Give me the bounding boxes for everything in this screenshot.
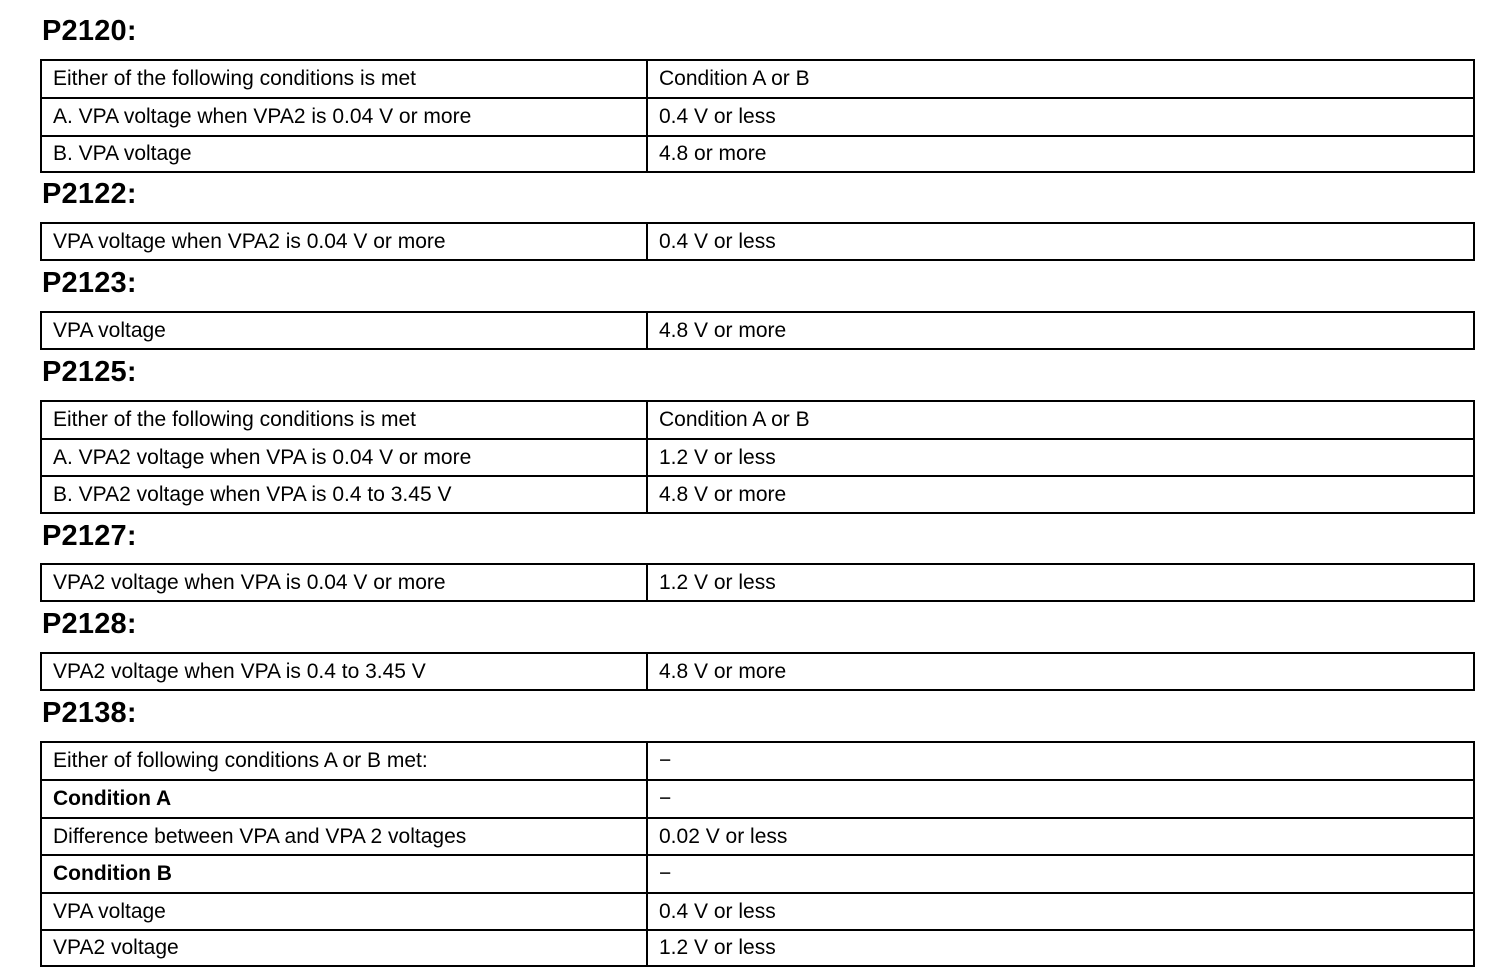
value-cell: − <box>647 855 1474 893</box>
table-row <box>41 780 1474 818</box>
value-cell: Condition A or B <box>647 60 1474 98</box>
table-row <box>41 893 1474 930</box>
condition-cell: VPA2 voltage when VPA is 0.4 to 3.45 V <box>41 653 647 690</box>
condition-cell: A. VPA2 voltage when VPA is 0.04 V or more <box>41 439 647 476</box>
value-cell: Condition A or B <box>647 401 1474 439</box>
table-row <box>41 312 1474 349</box>
value-cell: 1.2 V or less <box>647 439 1474 476</box>
value-cell: 4.8 V or more <box>647 653 1474 690</box>
condition-cell: B. VPA2 voltage when VPA is 0.4 to 3.45 V <box>41 476 647 513</box>
condition-table-p2122 <box>40 222 1475 261</box>
table-row <box>41 60 1474 98</box>
table-row <box>41 653 1474 690</box>
value-cell: − <box>647 780 1474 818</box>
section-title-p2123: P2123: <box>42 267 137 299</box>
table-row <box>41 855 1474 893</box>
value-cell: 0.02 V or less <box>647 818 1474 855</box>
condition-cell: VPA voltage <box>41 312 647 349</box>
condition-table-p2127 <box>40 563 1475 602</box>
condition-cell: Difference between VPA and VPA 2 voltages <box>41 818 647 855</box>
value-cell: 4.8 V or more <box>647 312 1474 349</box>
value-cell: 1.2 V or less <box>647 564 1474 601</box>
section-title-p2128: P2128: <box>42 608 137 640</box>
condition-heading-cell: Condition A <box>41 780 647 818</box>
condition-table-p2120 <box>40 59 1475 173</box>
condition-cell: VPA2 voltage <box>41 930 647 966</box>
value-cell: 4.8 or more <box>647 136 1474 172</box>
table-row <box>41 401 1474 439</box>
condition-cell: VPA voltage when VPA2 is 0.04 V or more <box>41 223 647 260</box>
value-cell: 4.8 V or more <box>647 476 1474 513</box>
condition-cell: Either of the following conditions is met <box>41 60 647 98</box>
value-cell: − <box>647 742 1474 780</box>
condition-heading-cell: Condition B <box>41 855 647 893</box>
section-title-p2127: P2127: <box>42 520 137 552</box>
condition-cell: VPA voltage <box>41 893 647 930</box>
value-cell: 0.4 V or less <box>647 893 1474 930</box>
condition-cell: VPA2 voltage when VPA is 0.04 V or more <box>41 564 647 601</box>
value-cell: 1.2 V or less <box>647 930 1474 966</box>
table-row <box>41 439 1474 476</box>
table-row <box>41 564 1474 601</box>
table-row <box>41 476 1474 513</box>
table-row <box>41 98 1474 136</box>
section-title-p2138: P2138: <box>42 697 137 729</box>
table-row <box>41 136 1474 172</box>
condition-cell: B. VPA voltage <box>41 136 647 172</box>
condition-table-p2138 <box>40 741 1475 967</box>
value-cell: 0.4 V or less <box>647 223 1474 260</box>
condition-cell: A. VPA voltage when VPA2 is 0.04 V or more <box>41 98 647 136</box>
condition-table-p2125 <box>40 400 1475 514</box>
section-title-p2125: P2125: <box>42 356 137 388</box>
condition-table-p2123 <box>40 311 1475 350</box>
condition-table-p2128 <box>40 652 1475 691</box>
condition-cell: Either of the following conditions is met <box>41 401 647 439</box>
table-row <box>41 223 1474 260</box>
table-row <box>41 930 1474 966</box>
section-title-p2122: P2122: <box>42 178 137 210</box>
condition-cell: Either of following conditions A or B met: <box>41 742 647 780</box>
table-row <box>41 818 1474 855</box>
value-cell: 0.4 V or less <box>647 98 1474 136</box>
section-title-p2120: P2120: <box>42 15 137 47</box>
table-row <box>41 742 1474 780</box>
